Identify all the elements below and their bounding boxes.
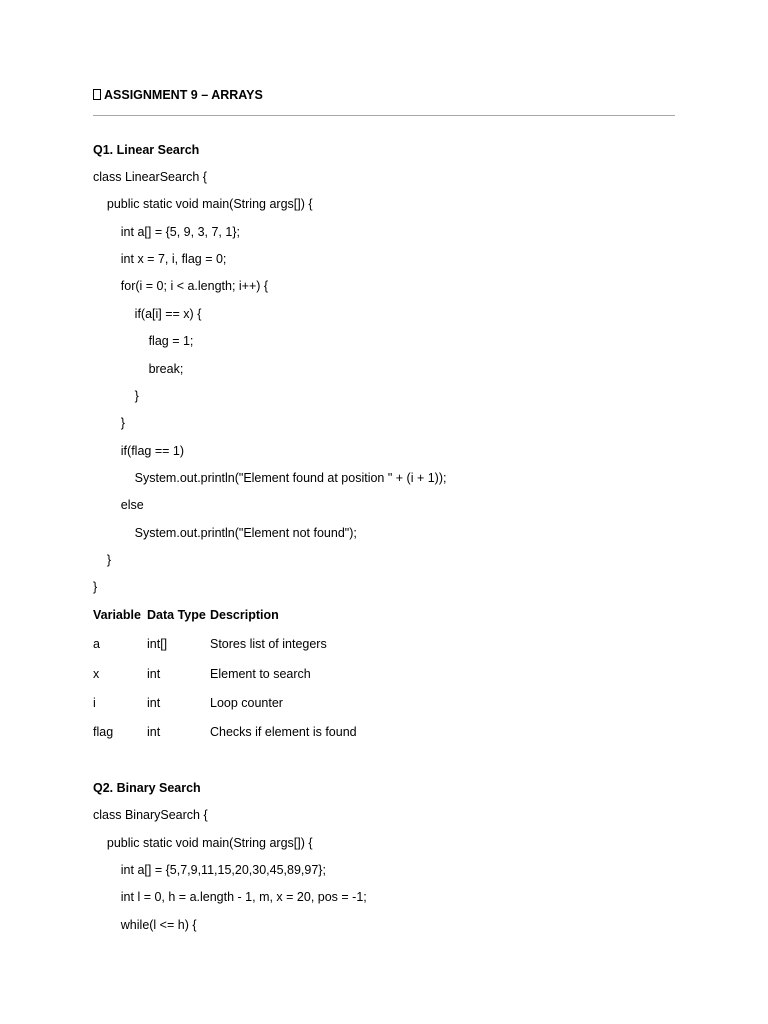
code-line: flag = 1; <box>93 334 194 348</box>
table-cell: Loop counter <box>210 695 283 710</box>
table-header-cell: Variable <box>93 608 141 622</box>
code-line: public static void main(String args[]) { <box>93 836 313 850</box>
table-cell: int <box>147 666 161 681</box>
table-cell: int[] <box>147 637 168 652</box>
code-line: } <box>93 580 98 594</box>
code-line: int a[] = {5, 9, 3, 7, 1}; <box>93 225 240 239</box>
table-header-cell: Description <box>210 608 279 622</box>
table-row <box>93 635 390 664</box>
code-line: if(a[i] == x) { <box>93 307 202 321</box>
code-line: public static void main(String args[]) { <box>93 197 313 211</box>
code-line: } <box>93 553 112 567</box>
code-line: } <box>93 389 139 403</box>
table-cell: flag <box>93 725 114 740</box>
code-line: System.out.println("Element not found"); <box>93 526 357 540</box>
variables-table <box>93 606 390 752</box>
code-line: class LinearSearch { <box>93 170 207 184</box>
code-line: if(flag == 1) <box>93 444 185 458</box>
table-row <box>93 694 390 723</box>
q2-heading: Q2. Binary Search <box>93 781 201 795</box>
table-cell: a <box>93 637 100 652</box>
table-cell: Stores list of integers <box>210 637 327 652</box>
code-line: break; <box>93 362 184 376</box>
code-line: int a[] = {5,7,9,11,15,20,30,45,89,97}; <box>93 863 326 877</box>
table-cell: i <box>93 695 96 710</box>
code-line: System.out.println("Element found at position " + (i + 1)); <box>93 471 447 485</box>
table-row <box>93 665 390 694</box>
title-divider <box>93 115 675 116</box>
document-title-text: ASSIGNMENT 9 – ARRAYS <box>104 88 263 102</box>
code-line: int x = 7, i, flag = 0; <box>93 252 227 266</box>
table-header-row <box>93 606 390 635</box>
code-line: for(i = 0; i < a.length; i++) { <box>93 279 269 293</box>
table-header-cell: Data Type <box>147 608 206 622</box>
q1-heading: Q1. Linear Search <box>93 143 200 157</box>
code-line: else <box>93 498 144 512</box>
table-cell: x <box>93 666 100 681</box>
table-cell: int <box>147 695 161 710</box>
code-line: } <box>93 416 125 430</box>
table-cell: Element to search <box>210 666 311 681</box>
code-line: class BinarySearch { <box>93 808 208 822</box>
document-title <box>93 88 263 102</box>
placeholder-box-icon <box>93 89 101 100</box>
code-line: while(l <= h) { <box>93 918 197 932</box>
table-cell: int <box>147 725 161 740</box>
code-line: int l = 0, h = a.length - 1, m, x = 20, pos = -1; <box>93 890 367 904</box>
table-cell: Checks if element is found <box>210 725 357 740</box>
table-row <box>93 723 390 752</box>
